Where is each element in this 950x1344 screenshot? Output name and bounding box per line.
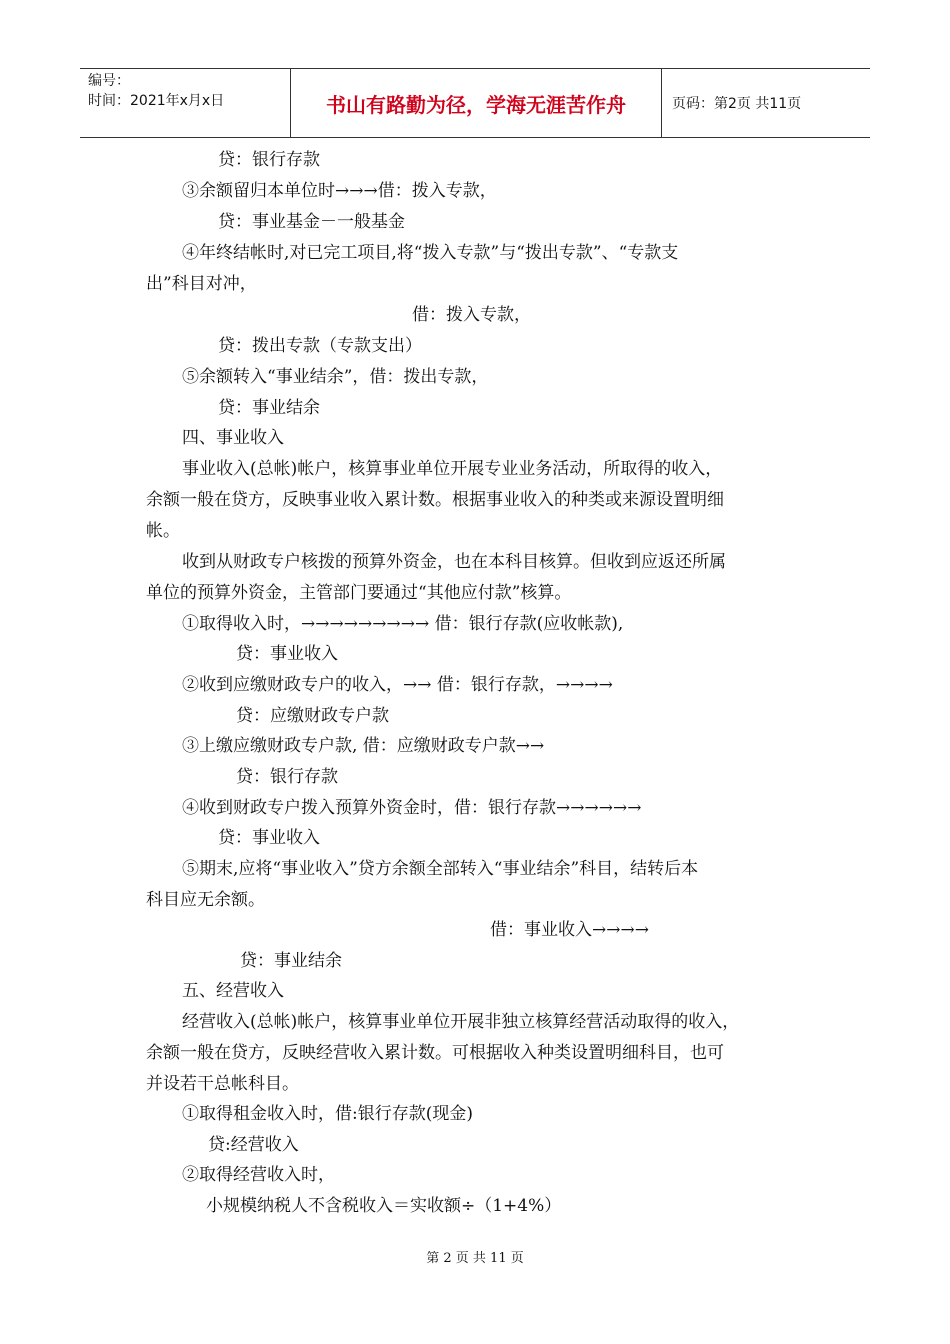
text-line: 贷：银行存款	[236, 767, 338, 787]
text-line: ④年终结帐时,对已完工项目,将“拨入专款”与“拨出专款”、“专款支	[182, 243, 679, 263]
page-footer: 第 2 页 共 11 页	[426, 1251, 524, 1266]
page-header	[80, 68, 870, 138]
text-line: 并设若干总帐科目。	[146, 1074, 299, 1094]
text-line: ⑤期末,应将“事业收入”贷方余额全部转入“事业结余”科目，结转后本	[182, 859, 699, 879]
text-line: 贷：事业结余	[240, 951, 342, 971]
number-label: 编号：	[88, 73, 130, 89]
text-line: 借：拨入专款，	[412, 305, 531, 325]
text-line: 五、经营收入	[182, 981, 284, 1001]
text-line: 余额一般在贷方，反映经营收入累计数。可根据收入种类设置明细科目，也可	[146, 1043, 724, 1063]
date-label: 时间：2021年x月x日	[88, 93, 225, 109]
text-line: 收到从财政专户核拨的预算外资金，也在本科目核算。但收到应返还所属	[182, 552, 726, 572]
text-line: 小规模纳税人不含税收入＝实收额÷（1+4%）	[206, 1196, 562, 1216]
text-line: 贷：拨出专款（专款支出）	[218, 336, 422, 356]
text-line: 贷：银行存款	[218, 150, 320, 170]
text-line: 贷：事业收入	[236, 644, 338, 664]
header-page-code: 页码：第2页 共11页	[672, 96, 802, 112]
text-line: 出”科目对冲，	[146, 274, 257, 294]
text-line: ③上缴应缴财政专户款, 借：应缴财政专户款→→	[182, 736, 545, 756]
text-line: 科目应无余额。	[146, 890, 265, 910]
text-line: ①取得租金收入时，借:银行存款(现金)	[182, 1104, 473, 1124]
text-line: ⑤余额转入“事业结余”，借：拨出专款，	[182, 367, 489, 387]
text-line: 四、事业收入	[182, 428, 284, 448]
text-line: 单位的预算外资金，主管部门要通过“其他应付款”核算。	[146, 583, 572, 603]
text-line: 经营收入(总帐)帐户，核算事业单位开展非独立核算经营活动取得的收入，	[182, 1012, 740, 1032]
text-line: ②收到应缴财政专户的收入，→→ 借：银行存款，→→→→	[182, 675, 613, 695]
text-line: 贷：事业结余	[218, 398, 320, 418]
header-meta	[80, 69, 291, 137]
text-line: ①取得收入时，→→→→→→→→→ 借：银行存款(应收帐款),	[182, 614, 624, 634]
text-line: 贷:经营收入	[208, 1135, 299, 1155]
text-line: ②取得经营收入时，	[182, 1165, 335, 1185]
text-line: ③余额留归本单位时→→→借：拨入专款，	[182, 181, 497, 201]
text-line: ④收到财政专户拨入预算外资金时，借：银行存款→→→→→→	[182, 798, 642, 818]
header-motto: 书山有路勤为径，学海无涯苦作舟	[291, 69, 662, 137]
text-line: 余额一般在贷方，反映事业收入累计数。根据事业收入的种类或来源设置明细	[146, 490, 724, 510]
text-line: 贷：事业收入	[218, 828, 320, 848]
text-line: 事业收入(总帐)帐户，核算事业单位开展专业业务活动，所取得的收入，	[182, 459, 723, 479]
text-line: 贷：事业基金－一般基金	[218, 212, 405, 232]
text-line: 贷：应缴财政专户款	[236, 706, 389, 726]
text-line: 帐。	[146, 521, 180, 541]
text-line: 借：事业收入→→→→	[490, 920, 649, 940]
